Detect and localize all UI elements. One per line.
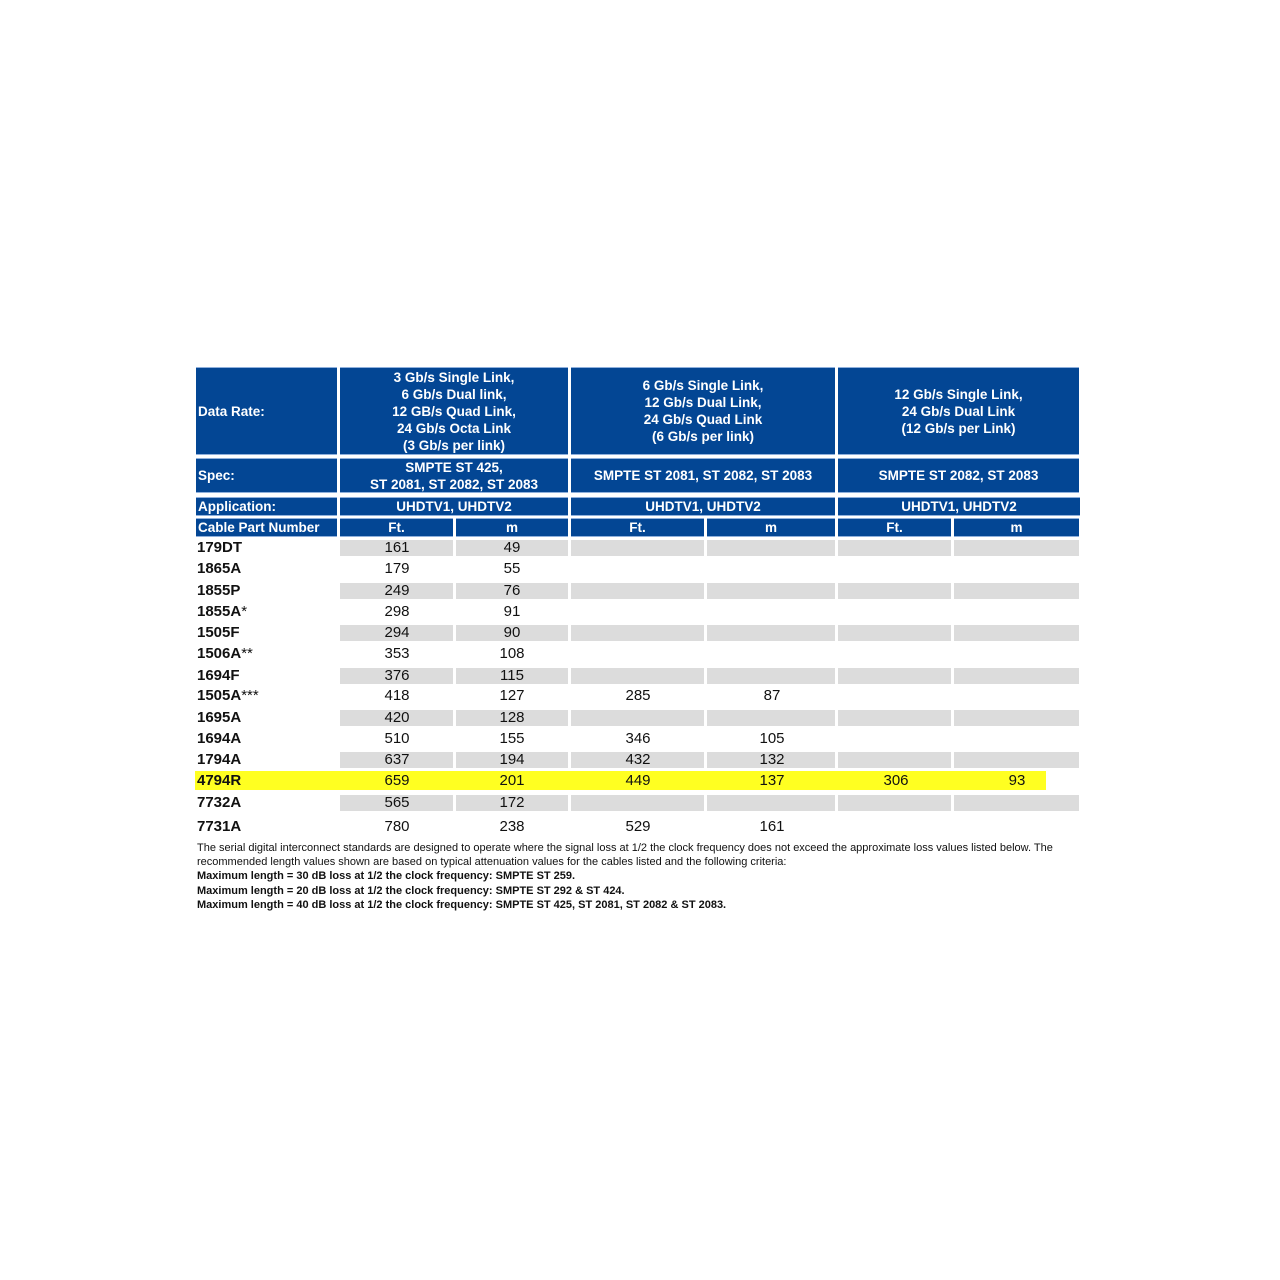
length-m-cell: 172: [499, 794, 525, 811]
spec-label: Spec:: [196, 458, 337, 493]
length-m-cell: 90: [503, 624, 521, 641]
length-ft-cell: 294: [384, 624, 410, 641]
cable-part-number: [197, 581, 337, 601]
length-m-cell: 201: [499, 772, 525, 789]
length-ft-cell: 420: [384, 709, 410, 726]
row-band: [707, 625, 835, 641]
length-m-cell: 55: [503, 560, 521, 577]
length-ft-cell: 285: [625, 687, 651, 704]
part-number-text: 1506A: [197, 645, 242, 662]
length-m-cell: 194: [499, 751, 525, 768]
cable-part-number: [197, 538, 337, 558]
application-group-3: UHDTV1, UHDTV2: [838, 497, 1080, 516]
part-number-text: 1505A: [197, 687, 242, 704]
length-ft-cell: 418: [384, 687, 410, 704]
row-band: [954, 795, 1079, 811]
row-band: [954, 710, 1079, 726]
length-ft-cell: 780: [384, 818, 410, 835]
row-band: [571, 583, 704, 599]
cable-part-number: [197, 708, 337, 728]
length-m-cell: 105: [759, 730, 785, 747]
row-band: [707, 795, 835, 811]
row-band: [707, 710, 835, 726]
length-m-cell: 137: [759, 772, 785, 789]
row-band: [571, 710, 704, 726]
length-ft-cell: 179: [384, 560, 410, 577]
row-band: [838, 710, 951, 726]
length-ft-cell: 659: [384, 772, 410, 789]
part-number-text: 1694A: [197, 730, 242, 747]
row-band: [838, 540, 951, 556]
part-number-text: 1865A: [197, 560, 242, 577]
part-number-text: 1855P: [197, 582, 241, 599]
length-ft-cell: 432: [625, 751, 651, 768]
footnote-mark: ***: [241, 687, 259, 704]
cable-part-number: [197, 729, 337, 749]
row-band: [838, 752, 951, 768]
row-band: [838, 625, 951, 641]
length-m-cell: 93: [1008, 772, 1026, 789]
unit-ft-group-2: Ft.: [571, 518, 704, 537]
length-m-cell: 155: [499, 730, 525, 747]
note-criterion: Maximum length = 20 dB loss at 1/2 the clock frequency: SMPTE ST 292 & ST 424.: [197, 884, 625, 897]
length-m-cell: 132: [759, 751, 785, 768]
unit-ft-group-1: Ft.: [340, 518, 453, 537]
unit-ft-group-3: Ft.: [838, 518, 951, 537]
length-ft-cell: 637: [384, 751, 410, 768]
footnote-mark: *: [241, 603, 248, 620]
length-ft-cell: 353: [384, 645, 410, 662]
part-number-text: 4794R: [197, 772, 242, 789]
length-ft-cell: 346: [625, 730, 651, 747]
length-ft-cell: 161: [384, 539, 410, 556]
cable-part-number: [197, 750, 337, 770]
length-ft-cell: 529: [625, 818, 651, 835]
row-band: [954, 668, 1079, 684]
cable-part-number: [197, 817, 337, 837]
length-m-cell: 128: [499, 709, 525, 726]
footnotes: [197, 841, 1087, 912]
note-line: The serial digital interconnect standards are designed to operate where the signal loss at 1/2 the clock frequency does not exceed the approximate loss values listed below. The: [197, 842, 1053, 854]
length-m-cell: 87: [763, 687, 781, 704]
length-m-cell: 76: [503, 582, 521, 599]
unit-m-group-1: m: [456, 518, 568, 537]
part-number-text: 1694F: [197, 667, 240, 684]
length-m-cell: 115: [500, 667, 524, 684]
note-line: recommended length values shown are based on typical attenuation values for the cables listed and the following criteria:: [197, 856, 787, 869]
cable-part-number: [197, 666, 337, 686]
part-number-text: 7731A: [197, 818, 242, 835]
application-group-1: UHDTV1, UHDTV2: [340, 497, 568, 516]
length-ft-cell: 449: [625, 772, 651, 789]
cable-part-number: [197, 686, 337, 706]
part-number-text: 1794A: [197, 751, 242, 768]
row-band: [707, 583, 835, 599]
part-number-text: 7732A: [197, 794, 242, 811]
data-rate-group-1: 3 Gb/s Single Link, 6 Gb/s Dual link, 12 GB/s Quad Link, 24 Gb/s Octa Link (3 Gb/s per link): [340, 367, 568, 455]
row-band: [707, 668, 835, 684]
length-ft-cell: 249: [384, 582, 410, 599]
length-ft-cell: 376: [384, 667, 410, 684]
row-band: [571, 795, 704, 811]
data-rate-group-2: 6 Gb/s Single Link, 12 Gb/s Dual Link, 24 Gb/s Quad Link (6 Gb/s per link): [571, 367, 835, 455]
row-band: [571, 625, 704, 641]
part-number-text: 1695A: [197, 709, 242, 726]
length-ft-cell: 306: [883, 772, 909, 789]
row-band: [838, 795, 951, 811]
spec-group-1: SMPTE ST 425, ST 2081, ST 2082, ST 2083: [340, 458, 568, 493]
row-band: [954, 625, 1079, 641]
row-band: [954, 752, 1079, 768]
part-number-label: Cable Part Number: [196, 518, 337, 537]
cable-part-number: [197, 771, 337, 791]
row-band: [571, 540, 704, 556]
cable-part-number: [197, 602, 337, 622]
row-band: [954, 540, 1079, 556]
cable-part-number: [197, 644, 337, 664]
length-m-cell: 238: [499, 818, 525, 835]
length-m-cell: 127: [499, 687, 525, 704]
cable-part-number: [197, 623, 337, 643]
row-band: [707, 540, 835, 556]
footnote-mark: **: [241, 645, 253, 662]
cable-part-number: [197, 793, 337, 813]
row-band: [954, 583, 1079, 599]
unit-m-group-2: m: [707, 518, 835, 537]
length-m-cell: 108: [499, 645, 525, 662]
part-number-text: 1505F: [197, 624, 240, 641]
application-label: Application:: [196, 497, 337, 516]
part-number-text: 179DT: [197, 539, 243, 556]
application-group-2: UHDTV1, UHDTV2: [571, 497, 835, 516]
row-band: [838, 583, 951, 599]
length-m-cell: 91: [503, 603, 521, 620]
length-m-cell: 49: [503, 539, 521, 556]
unit-m-group-3: m: [954, 518, 1079, 537]
length-ft-cell: 298: [384, 603, 410, 620]
length-m-cell: 161: [759, 818, 785, 835]
note-criterion: Maximum length = 30 dB loss at 1/2 the clock frequency: SMPTE ST 259.: [197, 870, 576, 883]
cable-part-number: [197, 559, 337, 579]
part-number-text: 1855A: [197, 603, 242, 620]
row-band: [571, 668, 704, 684]
length-ft-cell: 565: [384, 794, 410, 811]
row-band: [838, 668, 951, 684]
length-ft-cell: 510: [384, 730, 410, 747]
data-rate-group-3: 12 Gb/s Single Link, 24 Gb/s Dual Link (12 Gb/s per Link): [838, 367, 1079, 455]
spec-group-3: SMPTE ST 2082, ST 2083: [838, 458, 1079, 493]
note-criterion: Maximum length = 40 dB loss at 1/2 the clock frequency: SMPTE ST 425, ST 2081, ST 2082 & ST 2083.: [197, 898, 727, 911]
data-rate-label: Data Rate:: [196, 367, 337, 455]
spec-group-2: SMPTE ST 2081, ST 2082, ST 2083: [571, 458, 835, 493]
